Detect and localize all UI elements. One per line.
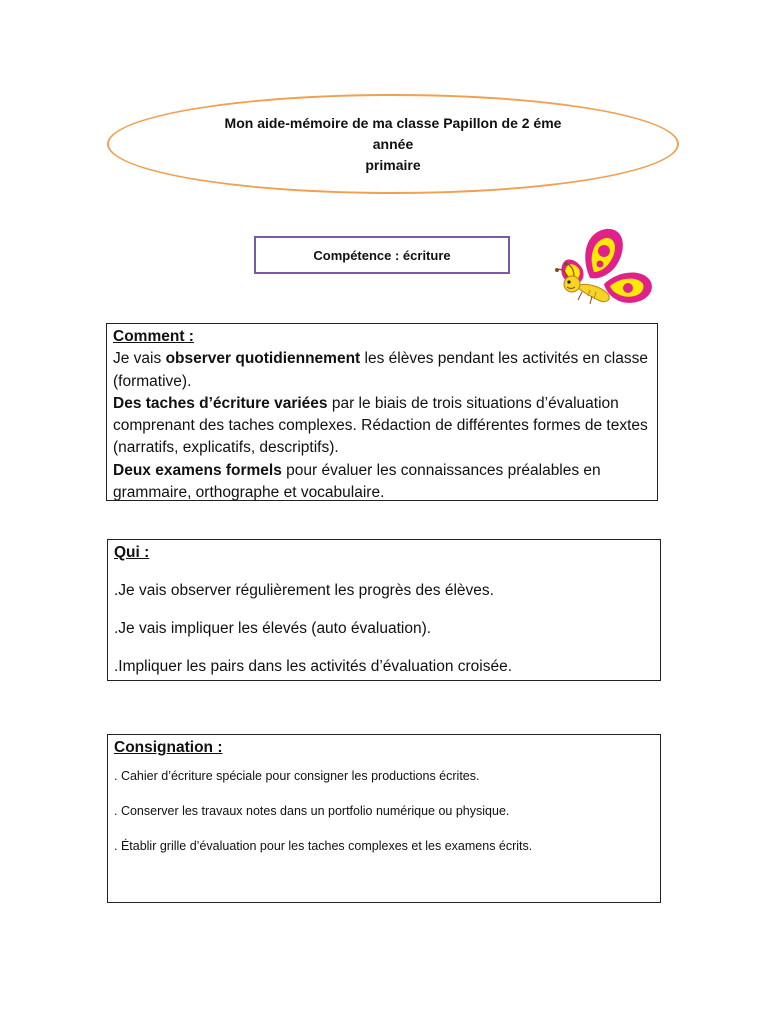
comment-p3-rest: pour évaluer les connaissances préalables en grammaire, orthographe et vocabulaire. [113,461,601,502]
comment-paragraph-3 [113,460,651,505]
title-line-1: Mon aide-mémoire de ma classe Papillon de 2 éme année [224,114,562,152]
qui-line: .Je vais observer régulièrement les progrès des élèves. [114,582,494,599]
qui-section [107,539,661,681]
comment-p2-rest: par le biais de trois situations d’évaluation comprenant des taches complexes. Rédaction de différentes formes de textes (narratifs, explicatifs, descriptifs). [113,394,648,457]
title-oval [107,94,679,194]
comment-p2-bold: Des taches d’écriture variées [113,394,328,412]
competence-label: Compétence : écriture [313,247,451,263]
comment-p1-bold: observer quotidiennement [165,350,361,368]
competence-box [254,236,510,274]
comment-p1-rest: les élèves pendant les activités en classe (formative). [113,350,648,390]
qui-line: .Je vais impliquer les élevés (auto évaluation). [114,620,432,637]
qui-line: .Impliquer les pairs dans les activités d’évaluation croisée. [114,658,513,675]
comment-section [106,323,658,501]
consignation-line: . Conserver les travaux notes dans un portfolio numérique ou physique. [114,804,510,818]
comment-paragraph-1 [113,348,651,393]
title-line-2: primaire [365,156,421,173]
page-title [203,113,583,176]
comment-heading: Comment : [113,328,194,345]
consignation-section [107,734,661,903]
comment-p1-text: Je vais [113,350,166,368]
consignation-heading: Consignation : [114,739,223,756]
consignation-line: . Cahier d’écriture spéciale pour consigner les productions écrites. [114,769,480,783]
butterfly-icon [552,226,656,310]
comment-paragraph-2 [113,393,651,460]
comment-p3-bold: Deux examens formels [113,461,282,479]
consignation-line: . Établir grille d’évaluation pour les taches complexes et les examens écrits. [114,839,533,853]
qui-heading: Qui : [114,544,150,561]
